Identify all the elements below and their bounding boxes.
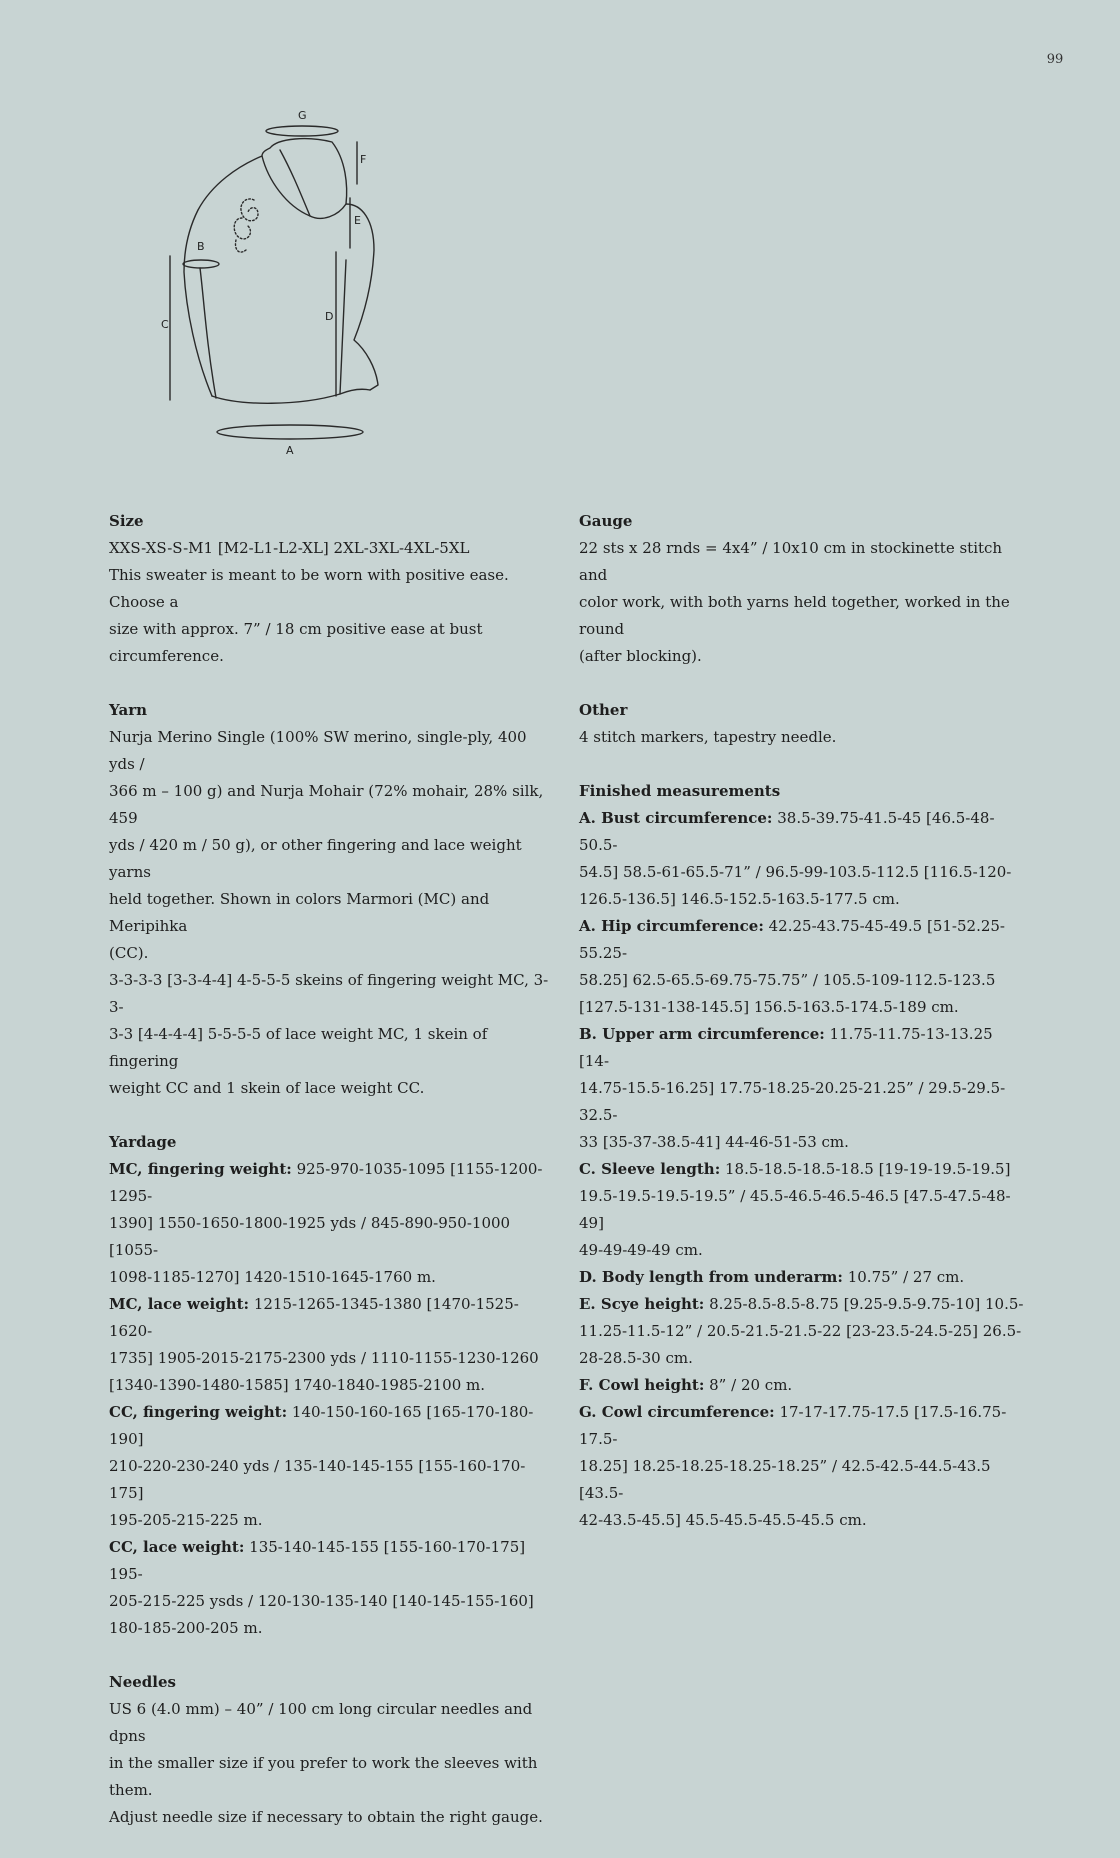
cowl-fold — [280, 150, 310, 216]
yarn-line: 3-3-3-3 [3-3-4-4] 4-5-5-5 skeins of fingering weight MC, 3-3- — [109, 971, 549, 1016]
measurement-text: 19.5-19.5-19.5-19.5” / 45.5-46.5-46.5-46.5 [47.5-47.5-48-49] — [579, 1187, 1011, 1232]
yardage-heading: Yardage — [109, 1133, 177, 1151]
measurement-text: 54.5] 58.5-61-65.5-71” / 96.5-99-103.5-112.5 [116.5-120- — [579, 863, 1012, 881]
size-heading: Size — [109, 512, 144, 530]
yarn-line: yds / 420 m / 50 g), or other fingering and lace weight yarns — [109, 836, 527, 881]
finished-measurements-heading: Finished measurements — [579, 782, 781, 800]
measurement-term: A. Hip circumference: — [579, 917, 764, 935]
label-a: A — [286, 444, 294, 457]
measurement-line — [579, 1129, 1024, 1156]
measurement-line — [579, 1345, 1024, 1372]
measurement-term: B. Upper arm circumference: — [579, 1025, 825, 1043]
measurement-text: 11.25-11.5-12” / 20.5-21.5-21.5-22 [23-23.5-24.5-25] 26.5- — [579, 1322, 1022, 1340]
yardage-line — [109, 1264, 549, 1291]
measurement-line — [579, 913, 1024, 967]
gauge-line: 22 sts x 28 rnds = 4x4” / 10x10 cm in stockinette stitch and — [579, 539, 1007, 584]
body-right-outline — [346, 204, 378, 390]
measurement-text: 18.5-18.5-18.5-18.5 [19-19-19.5-19.5] — [720, 1160, 1011, 1178]
other-line: 4 stitch markers, tapestry needle. — [579, 728, 837, 746]
yardage-term: CC, lace weight: — [109, 1538, 245, 1556]
yarn-line: 366 m – 100 g) and Nurja Mohair (72% mohair, 28% silk, 459 — [109, 782, 549, 827]
yardage-line — [109, 1534, 549, 1588]
gauge-line: (after blocking). — [579, 647, 702, 665]
measurement-term: C. Sleeve length: — [579, 1160, 721, 1178]
measurement-text: 33 [35-37-38.5-41] 44-46-51-53 cm. — [579, 1133, 849, 1151]
measurement-line — [579, 805, 1024, 859]
yardage-text: [1340-1390-1480-1585] 1740-1840-1985-2100 m. — [109, 1376, 486, 1394]
finished-measurements-section — [579, 778, 1024, 1534]
yarn-line: Nurja Merino Single (100% SW merino, single-ply, 400 yds / — [109, 728, 532, 773]
body-right-inner — [340, 260, 346, 394]
measurement-term: A. Bust circumference: — [579, 809, 773, 827]
yarn-line: (CC). — [109, 944, 149, 962]
label-g: G — [298, 109, 307, 122]
yardage-text: 135-140-145-155 [155-160-170-175] 195- — [109, 1538, 530, 1583]
measurement-text: 28-28.5-30 cm. — [579, 1349, 693, 1367]
needles-line: Adjust needle size if necessary to obtain the right gauge. — [109, 1808, 543, 1826]
yardage-line — [109, 1399, 549, 1453]
page-number: 99 — [1046, 52, 1064, 67]
measurement-text: 8.25-8.5-8.5-8.75 [9.25-9.5-9.75-10] 10.5- — [704, 1295, 1024, 1313]
measurement-text: 8” / 20 cm. — [704, 1376, 793, 1394]
measurement-line — [579, 1156, 1024, 1183]
yardage-line — [109, 1372, 549, 1399]
measurement-text: 49-49-49-49 cm. — [579, 1241, 703, 1259]
yardage-text: 195-205-215-225 m. — [109, 1511, 263, 1529]
yardage-line — [109, 1507, 549, 1534]
size-line: size with approx. 7” / 18 cm positive ease at bust circumference. — [109, 620, 488, 665]
right-column — [579, 508, 1024, 1561]
yarn-line: 3-3 [4-4-4-4] 5-5-5-5 of lace weight MC, 1 skein of fingering — [109, 1025, 493, 1070]
measurement-text: 14.75-15.5-16.25] 17.75-18.25-20.25-21.25” / 29.5-29.5-32.5- — [579, 1079, 1006, 1124]
yardage-text: 1098-1185-1270] 1420-1510-1645-1760 m. — [109, 1268, 436, 1286]
measurement-line — [579, 1453, 1024, 1507]
measurement-line — [579, 1264, 1024, 1291]
measurement-line — [579, 1507, 1024, 1534]
measurement-line — [579, 886, 1024, 913]
measurement-text: 18.25] 18.25-18.25-18.25-18.25” / 42.5-42.5-44.5-43.5 [43.5- — [579, 1457, 996, 1502]
label-b: B — [197, 240, 205, 253]
yardage-line — [109, 1345, 549, 1372]
measurement-text: 10.75” / 27 cm. — [842, 1268, 965, 1286]
measurement-text: 42-43.5-45.5] 45.5-45.5-45.5-45.5 cm. — [579, 1511, 867, 1529]
measurement-line — [579, 967, 1024, 994]
body-hem — [212, 389, 370, 403]
measurement-line — [579, 1372, 1024, 1399]
label-d: D — [325, 310, 334, 323]
measurement-text: 17-17-17.75-17.5 [17.5-16.75-17.5- — [579, 1403, 1007, 1448]
measurement-line — [579, 1291, 1024, 1318]
measurement-line — [579, 1075, 1024, 1129]
measurement-text: 58.25] 62.5-65.5-69.75-75.75” / 105.5-109-112.5-123.5 — [579, 971, 996, 989]
measurement-term: D. Body length from underarm: — [579, 1268, 843, 1286]
measurement-term: F. Cowl height: — [579, 1376, 705, 1394]
label-f: F — [360, 153, 367, 166]
measurement-text: 11.75-11.75-13-13.25 [14- — [579, 1025, 998, 1070]
yardage-term: MC, lace weight: — [109, 1295, 250, 1313]
measurement-line — [579, 1399, 1024, 1453]
yardage-text: 1735] 1905-2015-2175-2300 yds / 1110-1155-1230-1260 — [109, 1349, 539, 1367]
gauge-heading: Gauge — [579, 512, 633, 530]
yarn-line: held together. Shown in colors Marmori (MC) and Meripihka — [109, 890, 494, 935]
measurement-text: 42.25-43.75-45-49.5 [51-52.25-55.25- — [579, 917, 1006, 962]
upper-arm-ring — [183, 260, 219, 268]
measurement-line — [579, 859, 1024, 886]
yardage-section — [109, 1129, 549, 1642]
yardage-line — [109, 1615, 549, 1642]
yardage-text: 1215-1265-1345-1380 [1470-1525-1620- — [109, 1295, 519, 1340]
needles-heading: Needles — [109, 1673, 176, 1691]
bust-ring — [217, 425, 363, 439]
yarn-section — [109, 697, 549, 1102]
yardage-text: 210-220-230-240 yds / 135-140-145-155 [155-160-170-175] — [109, 1457, 526, 1502]
colorwork-motif — [234, 199, 258, 252]
sleeve-inner-outline — [200, 268, 216, 398]
cowl-circumference-ring — [266, 126, 338, 136]
yardage-line — [109, 1453, 549, 1507]
yardage-term: MC, fingering weight: — [109, 1160, 292, 1178]
yardage-line — [109, 1156, 549, 1210]
measurement-line — [579, 1237, 1024, 1264]
yardage-term: CC, fingering weight: — [109, 1403, 288, 1421]
yardage-text: 140-150-160-165 [165-170-180-190] — [109, 1403, 534, 1448]
yardage-text: 925-970-1035-1095 [1155-1200-1295- — [109, 1160, 543, 1205]
measurement-text: 126.5-136.5] 146.5-152.5-163.5-177.5 cm. — [579, 890, 900, 908]
measurement-term: E. Scye height: — [579, 1295, 705, 1313]
size-line: This sweater is meant to be worn with positive ease. Choose a — [109, 566, 514, 611]
gauge-line: color work, with both yarns held together, worked in the round — [579, 593, 1015, 638]
size-section — [109, 508, 549, 670]
yardage-line — [109, 1588, 549, 1615]
left-column — [109, 508, 549, 1858]
cowl-outline — [262, 139, 347, 219]
measurement-line — [579, 1318, 1024, 1345]
yardage-line — [109, 1291, 549, 1345]
label-e: E — [354, 214, 361, 227]
yarn-heading: Yarn — [109, 701, 148, 719]
yardage-text: 180-185-200-205 m. — [109, 1619, 263, 1637]
label-c: C — [161, 318, 169, 331]
other-heading: Other — [579, 701, 628, 719]
yardage-text: 1390] 1550-1650-1800-1925 yds / 845-890-950-1000 [1055- — [109, 1214, 515, 1259]
yardage-line — [109, 1210, 549, 1264]
measurement-term: G. Cowl circumference: — [579, 1403, 775, 1421]
measurement-line — [579, 1021, 1024, 1075]
yardage-text: 205-215-225 ysds / 120-130-135-140 [140-145-155-160] — [109, 1592, 534, 1610]
other-section — [579, 697, 1024, 751]
needles-line: in the smaller size if you prefer to work the sleeves with them. — [109, 1754, 543, 1799]
needles-line: US 6 (4.0 mm) – 40” / 100 cm long circular needles and dpns — [109, 1700, 538, 1745]
yarn-line: weight CC and 1 skein of lace weight CC. — [109, 1079, 425, 1097]
measurement-line — [579, 1183, 1024, 1237]
sweater-schematic — [150, 100, 390, 470]
gauge-section — [579, 508, 1024, 670]
sweater-schematic-drawing — [150, 100, 390, 470]
measurement-text: 38.5-39.75-41.5-45 [46.5-48-50.5- — [579, 809, 995, 854]
body-left-outline — [184, 156, 262, 396]
needles-section — [109, 1669, 549, 1831]
size-line: XXS-XS-S-M1 [M2-L1-L2-XL] 2XL-3XL-4XL-5XL — [109, 539, 470, 557]
measurement-text: [127.5-131-138-145.5] 156.5-163.5-174.5-189 cm. — [579, 998, 959, 1016]
measurement-line — [579, 994, 1024, 1021]
